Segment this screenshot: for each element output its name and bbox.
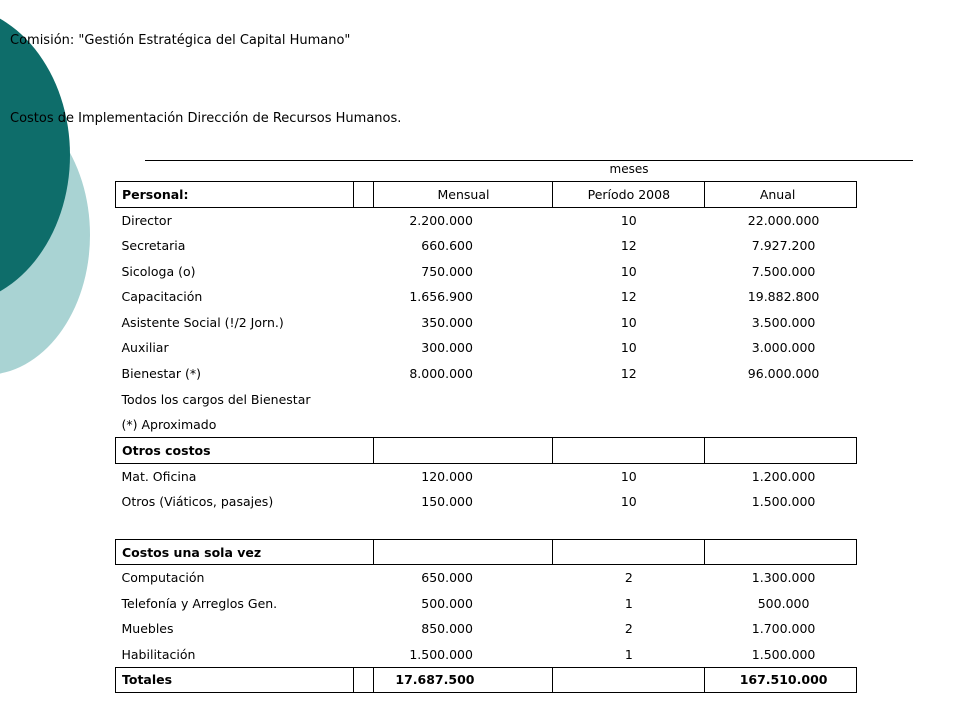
row-anual: 3.500.000: [751, 314, 816, 330]
row-anual: 22.000.000: [747, 212, 820, 228]
row-periodo: 10: [620, 263, 637, 279]
otros-costos-header-row: [116, 437, 857, 463]
row-anual: 19.882.800: [747, 289, 820, 305]
totales-label: Totales: [116, 667, 354, 693]
table-row: [116, 258, 857, 284]
row-periodo: 12: [620, 365, 637, 381]
cost-table: [115, 181, 857, 693]
row-periodo: 10: [620, 493, 637, 509]
row-periodo: 10: [620, 340, 637, 356]
row-label: Otros (Viáticos, pasajes): [121, 493, 274, 509]
row-mensual: 300.000: [421, 340, 473, 356]
row-periodo: 1: [624, 595, 633, 611]
totales-row: [116, 667, 857, 693]
row-label: Capacitación: [121, 289, 203, 305]
row-anual: 1.300.000: [751, 570, 816, 586]
note-row: [116, 386, 857, 412]
table-top-rule: [145, 160, 913, 161]
row-anual: 1.200.000: [751, 468, 816, 484]
row-periodo: 10: [620, 468, 637, 484]
row-anual: 7.927.200: [751, 237, 816, 253]
row-mensual: 150.000: [421, 493, 473, 509]
row-anual: 1.700.000: [751, 621, 816, 637]
row-label: Asistente Social (!/2 Jorn.): [121, 314, 284, 330]
totales-mensual: 17.687.500: [373, 667, 553, 693]
costos-una-vez-header: Costos una sola vez: [116, 539, 374, 565]
periodo-header: Período 2008: [553, 182, 705, 208]
row-label: Habilitación: [121, 646, 196, 662]
commission-title: Comisión: "Gestión Estratégica del Capital Humano": [10, 33, 351, 48]
anual-header: Anual: [705, 182, 857, 208]
table-row: [116, 590, 857, 616]
spacer-row: [116, 514, 857, 539]
row-mensual: 8.000.000: [409, 365, 473, 381]
table-row: [116, 207, 857, 233]
mensual-header: Mensual: [373, 182, 553, 208]
row-label: Muebles: [121, 621, 174, 637]
row-label: Computación: [121, 570, 205, 586]
row-mensual: 1.656.900: [409, 289, 473, 305]
totales-anual: 167.510.000: [705, 667, 857, 693]
empty-cell: [353, 182, 373, 208]
row-mensual: 1.500.000: [409, 646, 473, 662]
row-mensual: 120.000: [421, 468, 473, 484]
row-mensual: 500.000: [421, 595, 473, 611]
row-anual: 96.000.000: [747, 365, 820, 381]
row-mensual: 750.000: [421, 263, 473, 279]
note-row: [116, 412, 857, 438]
row-label: Director: [121, 212, 172, 228]
document-subtitle: Costos de Implementación Dirección de Recursos Humanos.: [10, 111, 402, 126]
row-label: Telefonía y Arreglos Gen.: [121, 595, 278, 611]
row-mensual: 2.200.000: [409, 212, 473, 228]
row-periodo: 12: [620, 237, 637, 253]
meses-label: meses: [609, 162, 649, 176]
table-row: [116, 642, 857, 668]
row-anual: 3.000.000: [751, 340, 816, 356]
table-row: [116, 361, 857, 387]
table-row: [116, 565, 857, 591]
row-mensual: 350.000: [421, 314, 473, 330]
note-text: Todos los cargos del Bienestar: [121, 391, 311, 407]
table-row: [116, 489, 857, 515]
row-mensual: 660.600: [421, 237, 473, 253]
row-label: Secretaria: [121, 237, 186, 253]
row-periodo: 1: [624, 646, 633, 662]
table-row: [116, 309, 857, 335]
otros-costos-header: Otros costos: [116, 437, 374, 463]
personal-header: Personal:: [116, 182, 354, 208]
row-mensual: 650.000: [421, 570, 473, 586]
row-periodo: 2: [624, 570, 633, 586]
table-row: [116, 335, 857, 361]
costos-una-vez-header-row: [116, 539, 857, 565]
row-periodo: 2: [624, 621, 633, 637]
row-mensual: 850.000: [421, 621, 473, 637]
row-anual: 500.000: [757, 595, 810, 611]
row-anual: 1.500.000: [751, 493, 816, 509]
table-row: [116, 284, 857, 310]
row-anual: 1.500.000: [751, 646, 816, 662]
note-text: (*) Aproximado: [121, 416, 217, 432]
table-row: [116, 616, 857, 642]
row-label: Auxiliar: [121, 340, 169, 356]
row-label: Bienestar (*): [121, 365, 202, 381]
table-header-row: [116, 182, 857, 208]
row-label: Sicologa (o): [121, 263, 196, 279]
row-periodo: 12: [620, 289, 637, 305]
row-periodo: 10: [620, 212, 637, 228]
row-anual: 7.500.000: [751, 263, 816, 279]
row-label: Mat. Oficina: [121, 468, 197, 484]
table-row: [116, 233, 857, 259]
row-periodo: 10: [620, 314, 637, 330]
table-row: [116, 463, 857, 489]
